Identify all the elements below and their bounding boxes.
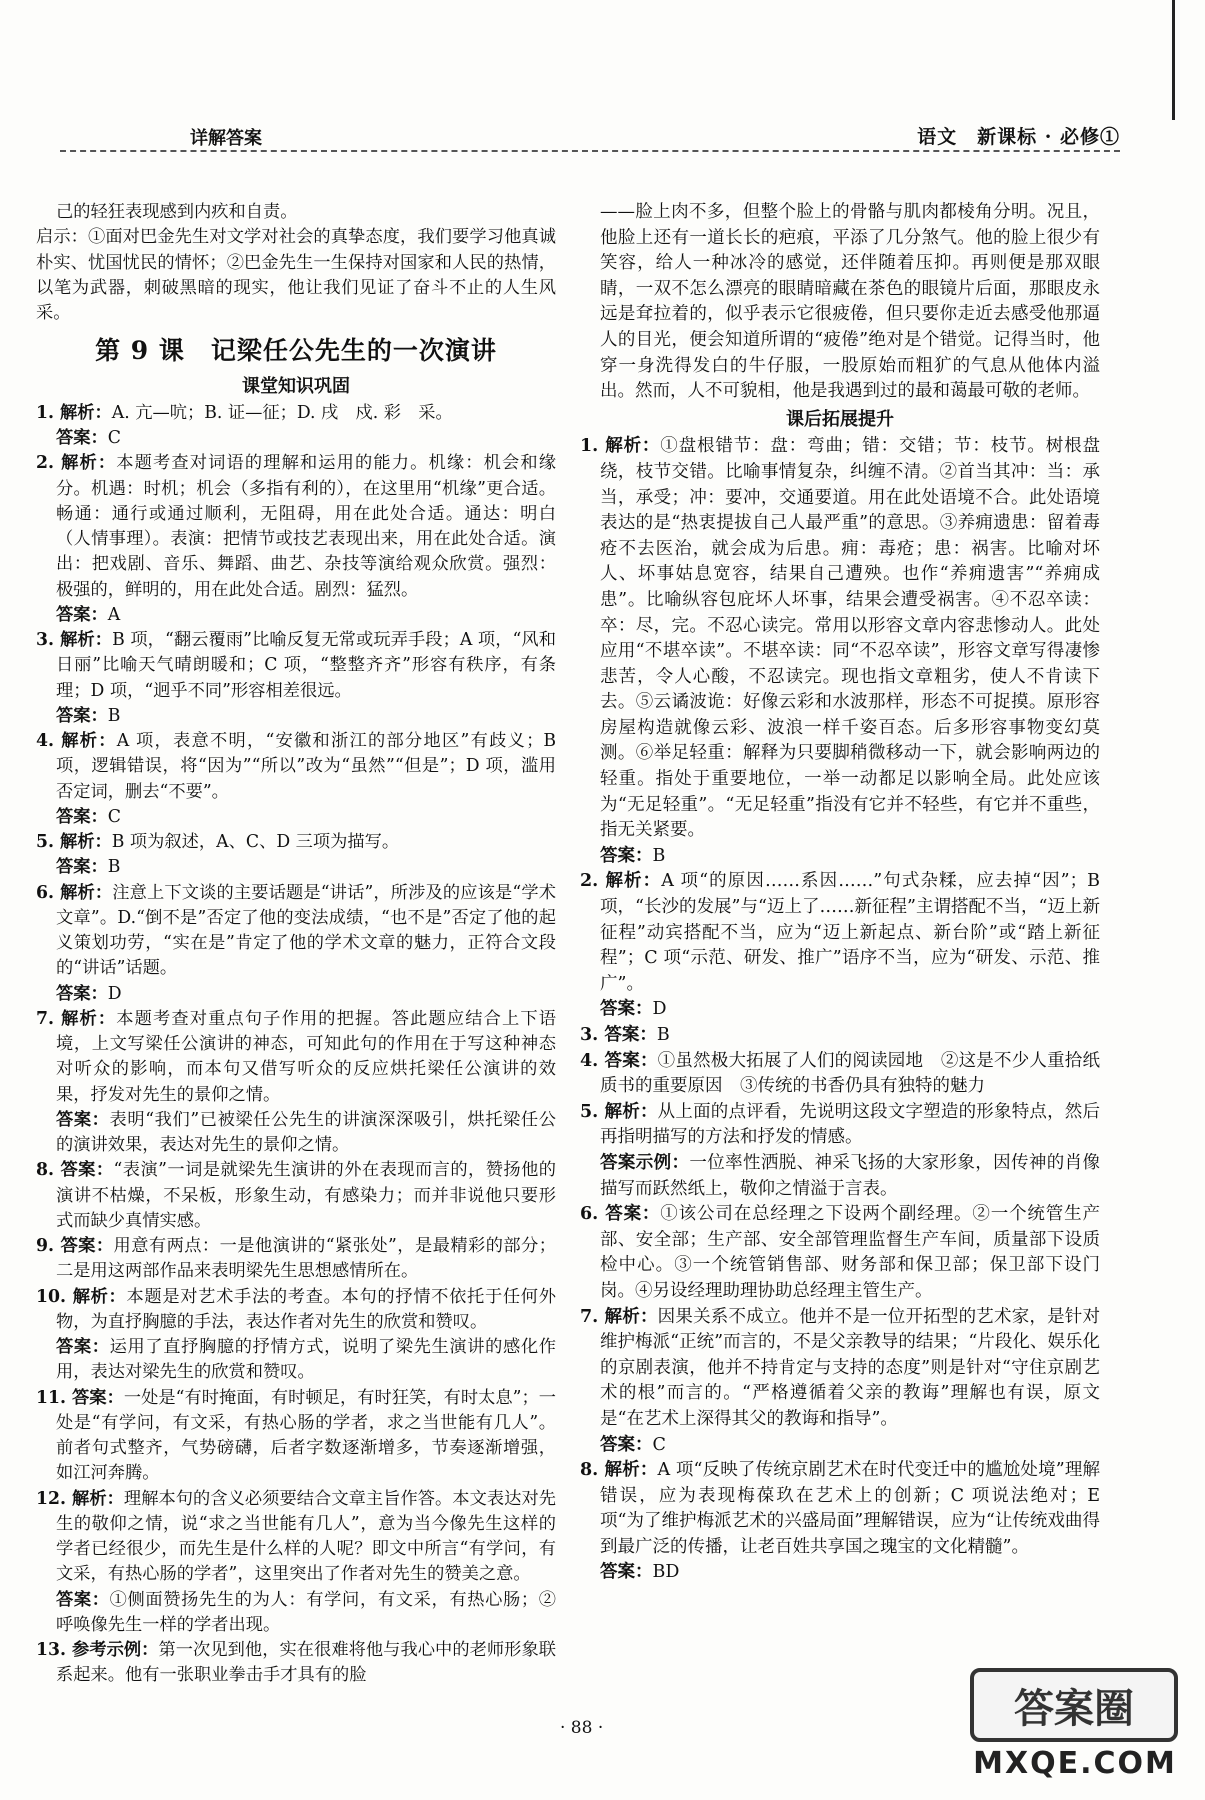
answer-line	[36, 855, 556, 880]
entry-text: 一处是“有时掩面，有时顿足，有时狂笑，有时太息”；一处是“有学问，有文采，有热心肠的学者，求之当世能有几人”。前者句式整齐，气势磅礴，后者字数逐渐增多，节奏逐渐增强，如江河奔腾。	[56, 1387, 556, 1484]
continuation-text: ——脸上肉不多，但整个脸上的骨骼与肌肉都棱角分明。况且，他脸上还有一道长长的疤痕，平添了几分煞气。他的脸上很少有笑容，给人一种冰冷的感觉，还伴随着压抑。再则便是那双眼睛，一双不怎么漂亮的眼睛暗藏在茶色的眼镜片后面，那眼皮永远是耷拉着的，似乎表示它很疲倦，但只要你走近去感受他那逼人的目光，便会知道所谓的“疲倦”绝对是个错觉。记得当时，他穿一身洗得发白的牛仔服，一股原始而粗犷的气息从他体内溢出。然而，人不可貌相，他是我遇到过的最和蔼最可敬的老师。	[600, 202, 1100, 402]
answer-line	[580, 844, 1100, 870]
question-entry	[36, 830, 556, 855]
entry-label: 答案：	[600, 845, 653, 866]
entry-text: 第一次见到他，实在很难将他与我心中的老师形象联系起来。他有一张职业拳击手才具有的脸	[56, 1640, 556, 1686]
question-entry	[580, 1202, 1100, 1304]
right-answer-list	[580, 434, 1100, 1586]
section-heading-extension: 课后拓展提升	[786, 408, 894, 430]
entry-label: 答案：	[600, 1434, 653, 1455]
answer-line	[36, 704, 556, 729]
question-entry	[36, 451, 556, 603]
entry-label: 1. 解析：	[36, 402, 112, 423]
entry-label: 10. 解析：	[36, 1286, 127, 1307]
entry-label: 答案：	[56, 857, 108, 878]
header-left-title: 详解答案	[190, 128, 262, 149]
entry-text: ①该公司在总经理之下设两个副经理。②一个统管生产部、安全部；生产部、安全部管理监督生产车间，质量部下设质检中心。③一个统管销售部、财务部和保卫部；保卫部下设门岗。④另设经理助理协助总经理主管生产。	[600, 1204, 1100, 1301]
watermark-logo	[970, 1668, 1180, 1783]
entry-label: 1. 解析：	[580, 436, 661, 457]
page-number: · 88 ·	[560, 1718, 604, 1738]
question-entry	[36, 1487, 556, 1588]
entry-text: 用意有两点：一是他演讲的“紧张处”，是最精彩的部分；二是用这两部作品来表明梁先生思想感情所在。	[56, 1236, 557, 1282]
entry-label: 5. 解析：	[36, 832, 112, 852]
entry-label: 2. 解析：	[580, 871, 662, 892]
question-entry	[36, 1007, 556, 1108]
question-entry	[36, 1158, 556, 1234]
page-header	[60, 120, 1120, 152]
answer-line	[36, 426, 556, 451]
entry-text: 理解本句的含义必须要结合文章主旨作答。本文表达对先生的敬仰之情，说“求之当世能有几人”，意为当今像先生这样的学者已经很少，而先生是什么样的人呢？即文中所言“有学问，有文采，有热心肠的学者”，这里突出了作者对先生的赞美之意。	[56, 1488, 556, 1585]
entry-text: 因果关系不成立。他并不是一位开拓型的艺术家，是针对维护梅派“正统”而言的，不是父亲教导的结果；“片段化、娱乐化的京剧表演，他并不持肯定与支持的态度”则是针对“守住京剧艺术的根”而言的。“严格遵循着父亲的教诲”理解也有误，原文是“在艺术上深得其父的教诲和指导”。	[600, 1306, 1100, 1429]
question-entry	[580, 1305, 1100, 1433]
question-entry	[36, 401, 556, 426]
entry-label: 答案：	[56, 1337, 110, 1357]
entry-label: 3. 答案：	[580, 1025, 657, 1045]
entry-text: B	[652, 845, 666, 866]
entry-text: B	[107, 857, 121, 878]
entry-text: 表明“我们”已被梁任公先生的讲演深深吸引，烘托梁任公的演讲效果，表达对先生的景仰之情。	[56, 1109, 556, 1155]
question-entry	[36, 881, 556, 982]
entry-text: 注意上下文谈的主要话题是“讲话”，所涉及的应该是“学术文章”。D.“倒不是”否定了他的变法成绩，“也不是”否定了他的起义策划功劳，“实在是”肯定了他的学术文章的魅力，正符合文段的“讲话”话题。	[56, 882, 557, 979]
entry-text: ①盘根错节：盘：弯曲；错：交错；节：枝节。树根盘绕，枝节交错。比喻事情复杂，纠缠不清。②首当其冲：当：承当，承受；冲：要冲，交通要道。用在此处语境不合。此处语境表达的是“热衷提拔自己人最严重”的意思。③养痈遗患：留着毒疮不去医治，就会成为后患。痈：毒疮；患：祸害。比喻对坏人、坏事姑息宽容，结果自己遭殃。也作“养痈遗害”“养痈成患”。比喻纵容包庇坏人坏事，结果会遭受祸害。④不忍卒读：卒：尽，完。不忍心读完。常用以形容文章内容悲惨动人。此处应用“不堪卒读”。不堪卒读：同“不忍卒读”，形容文章写得凄惨悲苦，令人心酸，不忍读完。现也指文章粗劣，使人不肯读下去。⑤云谲波诡：好像云彩和水波那样，形态不可捉摸。原形容房屋构造就像云彩、波浪一样千姿百态。后多形容事物变幻莫测。⑥举足轻重：解释为只要脚稍微移动一下，就会影响两边的轻重。指处于重要地位，一举一动都足以影响全局。此处应该为“无足轻重”。“无足轻重”指没有它并不轻些，有它并不重些，指无关紧要。	[600, 436, 1100, 841]
answer-line	[36, 603, 556, 628]
watermark-badge: 答案圈	[970, 1668, 1178, 1742]
question-entry	[580, 869, 1100, 997]
entry-label: 7. 解析：	[580, 1306, 658, 1327]
answer-line	[580, 1560, 1100, 1586]
entry-label: 答案：	[56, 806, 108, 827]
entry-text: C	[107, 806, 121, 827]
question-entry	[36, 1386, 556, 1487]
question-entry	[36, 1285, 556, 1336]
entry-label: 答案：	[56, 428, 108, 448]
entry-text: B 项为叙述，A、C、D 三项为描写。	[111, 832, 400, 852]
entry-label: 4. 解析：	[36, 731, 117, 751]
entry-label: 答案示例：	[600, 1152, 690, 1173]
question-entry	[580, 1458, 1100, 1560]
entry-text: ①虽然极大拓展了人们的阅读园地 ②这是不少人重拾纸质书的重要原因 ③传统的书香仍具有独特的魅力	[600, 1050, 1100, 1097]
entry-text: A	[107, 604, 121, 625]
entry-text: B	[656, 1025, 670, 1045]
entry-label: 13. 参考示例：	[36, 1640, 159, 1660]
entry-label: 5. 解析：	[580, 1101, 658, 1122]
entry-label: 4. 答案：	[580, 1050, 658, 1071]
entry-text: 从上面的点评看，先说明这段文字塑造的形象特点，然后再指明描写的方法和抒发的情感。	[600, 1101, 1100, 1148]
answer-line	[580, 1433, 1100, 1459]
entry-label: 答案：	[56, 705, 108, 726]
answer-line	[580, 1151, 1100, 1202]
lesson-title: 第 9 课 记梁任公先生的一次演讲	[95, 336, 497, 366]
entry-text: A 项，表意不明，“安徽和浙江的部分地区”有歧义；B 项，逻辑错误，将“因为”“所以”改为“虽然”“但是”；D 项，滥用否定词，删去“不要”。	[56, 731, 556, 802]
answer-line	[36, 1335, 556, 1386]
section-heading-classroom: 课堂知识巩固	[242, 375, 350, 397]
entry-text: D	[652, 999, 667, 1020]
entry-label: 8. 解析：	[580, 1460, 658, 1481]
entry-label: 2. 解析：	[36, 453, 117, 474]
entry-label: 9. 答案：	[36, 1236, 114, 1256]
question-entry	[36, 1638, 556, 1689]
entry-text: C	[107, 428, 121, 448]
question-entry	[580, 434, 1100, 844]
entry-label: 答案：	[56, 604, 108, 625]
entry-text: 本题是对艺术手法的考查。本句的抒情不依托于任何外物，为直抒胸臆的手法，表达作者对先生的欣赏和赞叹。	[56, 1286, 556, 1332]
header-right-subject: 语文 新课标 · 必修①	[917, 126, 1120, 148]
entry-label: 11. 答案：	[36, 1387, 124, 1408]
entry-text: A 项“反映了传统京剧艺术在时代变迁中的尴尬处境”理解错误，应为表现梅葆玖在艺术上的创新；C 项说法绝对；E 项“为了维护梅派艺术的兴盛局面”理解错误，应为“让传统戏曲得到最广泛的传播，让老百姓共享国之瑰宝的文化精髓”。	[600, 1460, 1100, 1557]
question-entry	[580, 1049, 1100, 1100]
question-entry	[36, 628, 556, 704]
entry-text: A. 亢—吭；B. 证—征；D. 戌 戍. 彩 采。	[111, 402, 453, 423]
answer-line	[36, 1588, 556, 1639]
entry-label: 答案：	[56, 1589, 110, 1610]
entry-text: C	[652, 1434, 666, 1455]
entry-label: 答案：	[600, 1562, 653, 1583]
entry-label: 7. 解析：	[36, 1008, 117, 1029]
left-column	[36, 200, 556, 1689]
entry-text: D	[107, 983, 122, 1004]
entry-label: 3. 解析：	[36, 630, 113, 650]
entry-text: 一位率性洒脱、神采飞扬的大家形象，因传神的肖像描写而跃然纸上，敬仰之情溢于言表。	[600, 1152, 1101, 1199]
entry-label: 6. 解析：	[36, 882, 113, 903]
entry-text: A 项“的原因……系因……”句式杂糅，应去掉“因”；B 项，“长沙的发展”与“迈上了……新征程”主谓搭配不当，“迈上新征程”动宾搭配不当，应为“迈上新起点、新台阶”或“踏上新征程”；C 项“示范、研发、推广”语序不当，应为“研发、示范、推广”。	[600, 871, 1100, 994]
entry-label: 答案：	[600, 999, 653, 1020]
entry-text: 本题考查对重点句子作用的把握。答此题应结合上下语境，上文写梁任公演讲的神态，可知此句的作用在于写这种神态对听众的影响，而本句又借写听众的反应烘托梁任公演讲的效果，抒发对先生的景仰之情。	[56, 1008, 556, 1105]
entry-label: 8. 答案：	[36, 1160, 114, 1181]
answer-line	[580, 997, 1100, 1023]
entry-label: 答案：	[56, 1109, 110, 1130]
right-column	[580, 200, 1100, 1586]
entry-text: B	[107, 705, 121, 726]
answer-line	[36, 1108, 556, 1159]
question-entry	[580, 1100, 1100, 1151]
top-right-rule	[1172, 0, 1175, 120]
entry-label: 6. 答案：	[580, 1204, 661, 1225]
watermark-url: MXQE.COM	[973, 1746, 1177, 1781]
entry-text: B 项，“翻云覆雨”比喻反复无常或玩弄手段；A 项，“风和日丽”比喻天气晴朗暖和；C 项，“整整齐齐”形容有秩序，有条理；D 项，“迥乎不同”形容相差很远。	[56, 630, 557, 701]
question-entry	[580, 1023, 1100, 1049]
entry-label: 12. 解析：	[36, 1488, 124, 1509]
entry-text: BD	[652, 1562, 680, 1583]
intro-line-1: 己的轻狂表现感到内疚和自责。	[56, 202, 298, 222]
entry-text: 运用了直抒胸臆的抒情方式，说明了梁先生演讲的感化作用，表达对梁先生的欣赏和赞叹。	[56, 1337, 556, 1383]
answer-line	[36, 805, 556, 830]
left-answer-list	[36, 401, 556, 1689]
question-entry	[36, 1234, 556, 1285]
entry-label: 答案：	[56, 983, 108, 1004]
question-entry	[36, 729, 556, 805]
intro-revelation: 启示：①面对巴金先生对文学对社会的真挚态度，我们要学习他真诚朴实、忧国忧民的情怀；②巴金先生一生保持对国家和人民的热情，以笔为武器，刺破黑暗的现实，他让我们见证了奋斗不止的人生风采。	[36, 227, 556, 323]
answer-line	[36, 982, 556, 1007]
entry-text: ①侧面赞扬先生的为人：有学问，有文采，有热心肠；②呼唤像先生一样的学者出现。	[56, 1589, 556, 1635]
entry-text: 本题考查对词语的理解和运用的能力。机缘：机会和缘分。机遇：时机；机会（多指有利的），在这里用“机缘”更合适。畅通：通行或通过顺利，无阻碍，用在此处合适。通达：明白（人情事理）。表演：把情节或技艺表现出来，用在此处合适。演出：把戏剧、音乐、舞蹈、曲艺、杂技等演给观众欣赏。强烈：极强的，鲜明的，用在此处合适。剧烈：猛烈。	[56, 453, 556, 600]
entry-text: “表演”一词是就梁先生演讲的外在表现而言的，赞扬他的演讲不枯燥，不呆板，形象生动，有感染力；而并非说他只要形式而缺少真情实感。	[56, 1160, 557, 1231]
